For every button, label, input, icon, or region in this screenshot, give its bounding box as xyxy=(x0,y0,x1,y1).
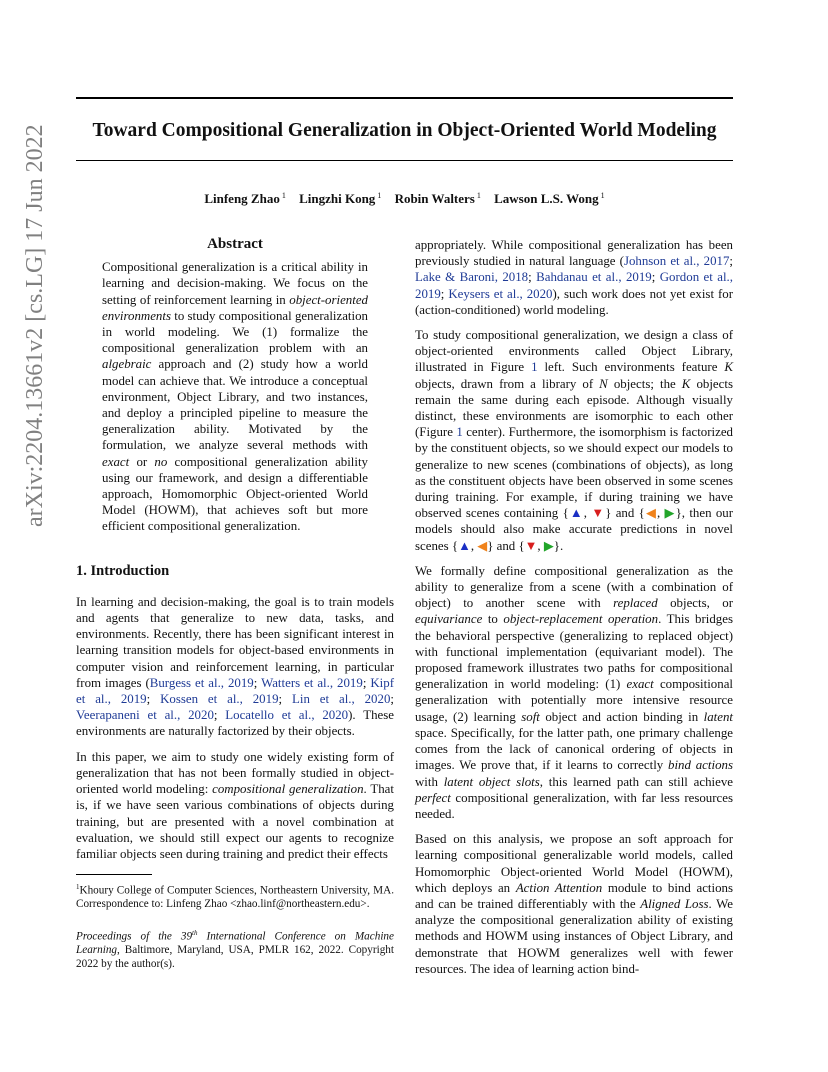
title-bottom-rule xyxy=(76,160,733,161)
citation-link[interactable]: Veerapaneni et al., 2020 xyxy=(76,708,214,723)
green-right-triangle-icon: ▶ xyxy=(543,538,554,553)
citation-link[interactable]: Lake & Baroni, 2018 xyxy=(415,270,529,285)
proceedings-note: Proceedings of the 39th International Conference on Machine Learning, Baltimore, Maryland, USA, PMLR 162, 2022. Copyright 2022 by the author(s). xyxy=(76,929,394,970)
author: Lingzhi Kong $^1$ xyxy=(299,191,382,207)
author: Lawson L.S. Wong $^1$ xyxy=(494,191,605,207)
section-heading-introduction: 1. Introduction xyxy=(76,562,170,579)
top-rule xyxy=(76,97,733,99)
intro-paragraph-2: In this paper, we aim to study one widely existing form of generalization that has not been formally studied in object-oriented world modeling: compositional generalization. That is, if we have seen various combinations of objects during training, but are presented with a novel combination at evaluation, we should still expect our agents to recognize familiar objects seen during training and predict their effects xyxy=(76,749,394,861)
citation-link[interactable]: Watters et al., 2019 xyxy=(261,675,363,690)
citation-link[interactable]: Kossen et al., 2019 xyxy=(160,692,279,707)
green-right-triangle-icon: ▶ xyxy=(664,506,676,521)
citation-link[interactable]: Gordon et al., 2019 xyxy=(415,270,734,301)
affiliation-footnote: $^1$Khoury College of Computer Sciences, Northeastern University, MA. Correspondence to: Linfeng Zhao <zhao.linf@northeastern.edu>. xyxy=(76,883,394,911)
intro-paragraph-3: appropriately. While compositional generalization has been previously studied in natural language (Johnson et al., 2017; Lake & Baroni, 2018; Bahdanau et al., 2019; Gordon et al., 2019; Keysers et al., 2020), such work does not yet exist for (action-conditioned) world modeling. xyxy=(415,238,734,317)
abstract-heading: Abstract xyxy=(207,236,263,252)
abstract-text: Compositional generalization is a critical ability in learning and decision-making. We focus on the setting of reinforcement learning in object-oriented environments to study compositional generalization in world modeling. We (1) formalize the compositional generalization problem with an algebraic approach and (2) study how a world model can achieve that. We introduce a conceptual environment, Object Library, and two instances, and deploy a principled pipeline to measure the generalization ability. Motivated by the formulation, we analyze several methods with exact or no compositional generalization ability using our framework, and design a differentiable approach, Homomorphic Object-oriented World Model (HOWM), that achieves soft but more efficient compositional generalization. xyxy=(102,260,369,534)
red-down-triangle-icon: ▼ xyxy=(591,506,606,521)
author-list xyxy=(76,191,733,207)
intro-paragraph-1: In learning and decision-making, the goal is to train models and agents that generalize to new data, tasks, and environments. Recently, there has been significant interest in learning transition models for object-based environments in computer vision and reinforcement learning, in particular from images (Burgess et al., 2019; Watters et al., 2019; Kipf et al., 2019; Kossen et al., 2019; Lin et al., 2020; Veerapaneni et al., 2020; Locatello et al., 2020). These environments are naturally factorized by their objects. xyxy=(76,594,394,739)
figure-ref-link[interactable]: 1 xyxy=(456,425,463,440)
arxiv-identifier: arXiv:2204.13661v2 [cs.LG] 17 Jun 2022 xyxy=(22,124,48,527)
red-down-triangle-icon: ▼ xyxy=(524,538,538,553)
right-column xyxy=(415,237,733,986)
intro-paragraph-5: We formally define compositional generalization as the ability to generalize from a scene (with a combination of object) to another scene with replaced objects, or equivariance to object-replacement operation. This bridges the behavioral perspective (generalizing to replaced object) with functional implementation (equivariant model). The proposed framework illustrates two paths for compositional generalization in world modeling: (1) exact compositional generalization with potentially more intensive resource usage, (2) learning soft object and action binding in latent space. Specifically, for the latter path, one primary challenge comes from the lack of canonical ordering of objects in images. We prove that, if it learns to correctly bind actions with latent object slots, this learned path can still achieve perfect compositional generalization, with far less resources needed. xyxy=(415,563,734,821)
intro-paragraph-6: Based on this analysis, we propose an soft approach for learning compositional generalizable world models, called Homomorphic Object-oriented World Model (HOWM), which deploys an Action Attention module to bind actions and can be trained differentiably with the Aligned Loss. We analyze the compositional generalization ability of existing methods and HOWM using instances of Object Library, and demonstrate that HOWM generalizes well with fewer resources. The idea of learning action bind- xyxy=(415,832,733,976)
figure-ref-link[interactable]: 1 xyxy=(531,360,538,375)
left-column xyxy=(76,236,394,981)
citation-link[interactable]: Bahdanau et al., 2019 xyxy=(536,270,652,285)
orange-left-triangle-icon: ◀ xyxy=(477,538,488,553)
citation-link[interactable]: Lin et al., 2020 xyxy=(292,692,391,707)
citation-link[interactable]: Johnson et al., 2017 xyxy=(623,254,730,269)
footnote-rule xyxy=(76,874,152,875)
citation-link[interactable]: Keysers et al., 2020 xyxy=(448,286,553,301)
citation-link[interactable]: Locatello et al., 2020 xyxy=(225,708,349,723)
blue-up-triangle-icon: ▲ xyxy=(568,506,584,521)
paper-title: Toward Compositional Generalization in Object-Oriented World Modeling xyxy=(92,120,717,141)
blue-up-triangle-icon: ▲ xyxy=(458,538,471,553)
author: Linfeng Zhao $^1$ xyxy=(204,191,286,207)
orange-left-triangle-icon: ◀ xyxy=(644,506,657,521)
author: Robin Walters $^1$ xyxy=(394,191,481,207)
citation-link[interactable]: Kipf et al., 2019 xyxy=(76,675,394,707)
intro-paragraph-4: To study compositional generalization, we design a class of object-oriented environments called Object Library, illustrated in Figure 1 left. Such environments feature K objects, drawn from a library of N objects; the K objects remain the same during each episode. Although visually distinct, these environments are isomorphic to each other (Figure 1 center). Furthermore, the isomorphism is factorized by the constituent objects, so we should expect our models to generalize to new scenes (combinations of objects), as long as the constituent objects have been observed in some scenes during training. For example, if during training we have observed scenes containing {▲, ▼} and {◀, ▶}, then our models should also make accurate predictions in novel scenes {▲, ◀} and {▼, ▶}. xyxy=(415,328,734,553)
citation-link[interactable]: Burgess et al., 2019 xyxy=(149,675,254,690)
